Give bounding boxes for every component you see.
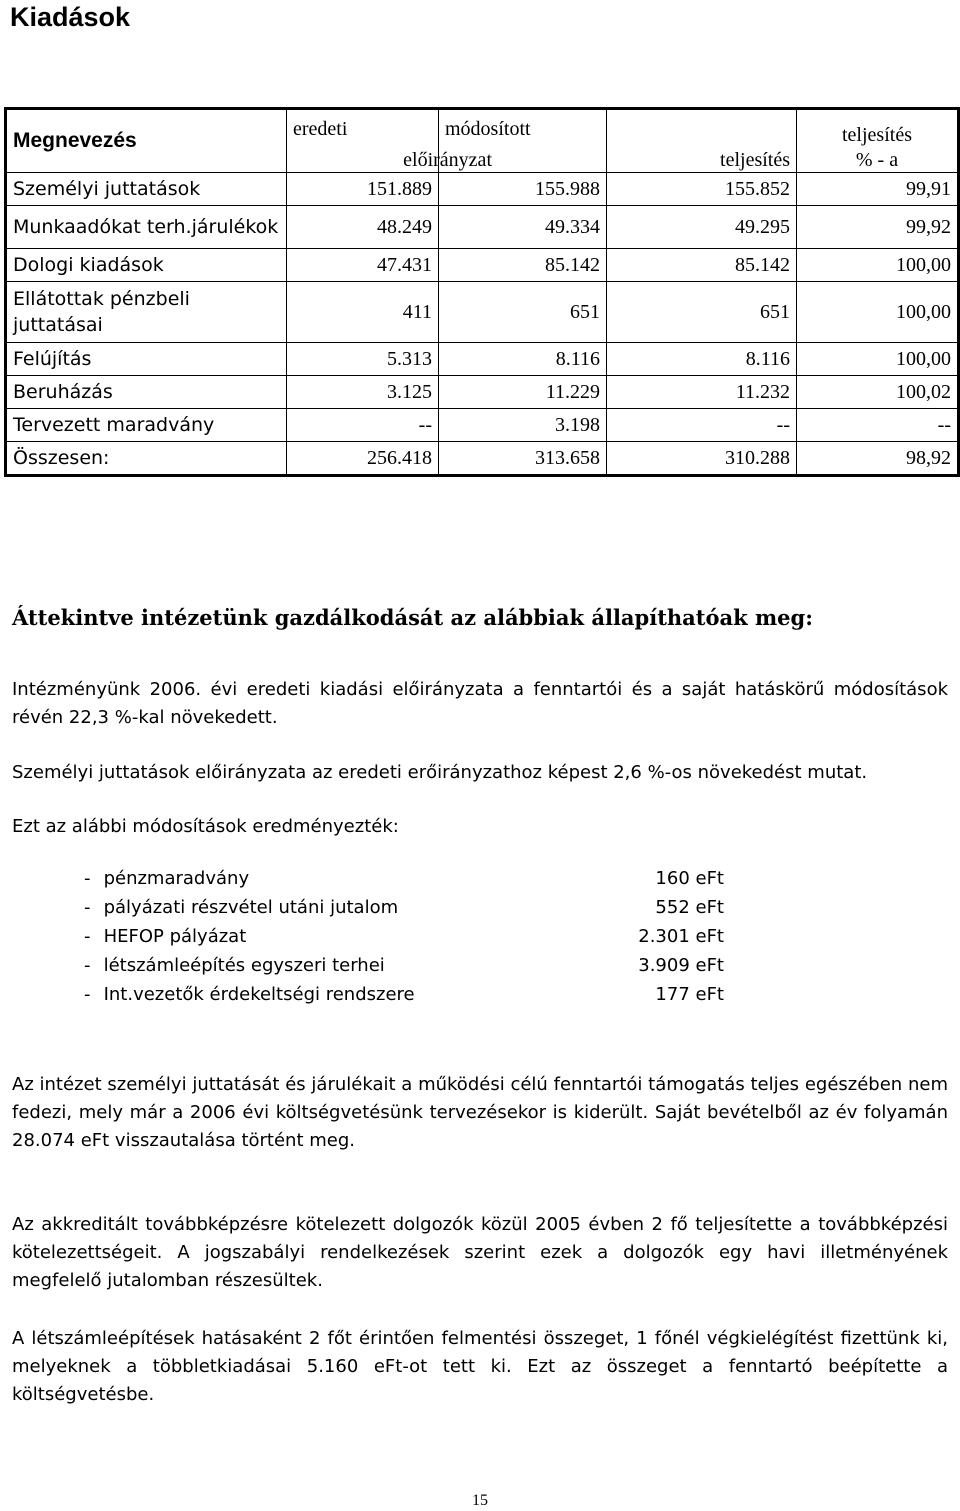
cell-modified: 155.988 xyxy=(439,173,607,206)
cell-modified: 49.334 xyxy=(439,206,607,249)
cell-original: 411 xyxy=(287,282,439,343)
cell-modified: 11.229 xyxy=(439,376,607,409)
list-item-amount: 3.909 eFt xyxy=(638,955,724,976)
cell-original: 3.125 xyxy=(287,376,439,409)
paragraph-layoffs: A létszámleépítések hatásaként 2 főt érintően felmentési összeget, 1 főnél végkielégítést fizettünk ki, melyeknek a többletkiadásai 5.160 eFt-ot tett ki. Ezt az összeget a fenntartó beépítette a költségvetésbe. xyxy=(12,1328,948,1405)
cell-fulfilled: 8.116 xyxy=(607,343,797,376)
row-label: Munkaadókat terh.járulékok xyxy=(6,206,287,249)
cell-original: 48.249 xyxy=(287,206,439,249)
row-label: Ellátottak pénzbeli juttatásai xyxy=(6,282,287,343)
cell-original: 47.431 xyxy=(287,249,439,282)
cell-fulfilled: 85.142 xyxy=(607,249,797,282)
table-row xyxy=(6,249,959,282)
cell-modified: 8.116 xyxy=(439,343,607,376)
cell-percent: 100,02 xyxy=(797,376,959,409)
header-original-label: eredeti xyxy=(293,118,348,140)
cell-fulfilled: 310.288 xyxy=(607,442,797,476)
header-percent-bottom: % - a xyxy=(855,149,899,171)
page-title: Kiadások xyxy=(10,2,131,32)
table-header-row xyxy=(6,109,959,173)
list-item-amount: 177 eFt xyxy=(655,984,724,1005)
header-appropriation-label: előirányzat xyxy=(403,149,492,171)
list-item xyxy=(84,893,724,922)
list-item xyxy=(84,951,724,980)
list-item-amount: 552 eFt xyxy=(655,897,724,918)
list-item xyxy=(84,922,724,951)
table-total-row xyxy=(6,442,959,476)
cell-modified: 3.198 xyxy=(439,409,607,442)
row-label: Személyi juttatások xyxy=(6,173,287,206)
row-label: Beruházás xyxy=(6,376,287,409)
list-item xyxy=(84,864,724,893)
cell-fulfilled: 49.295 xyxy=(607,206,797,249)
cell-original: 256.418 xyxy=(287,442,439,476)
modifications-list xyxy=(84,864,724,1009)
list-item-amount: 160 eFt xyxy=(655,868,724,889)
cell-percent: 99,91 xyxy=(797,173,959,206)
list-item-text: HEFOP pályázat xyxy=(103,926,247,947)
table-row xyxy=(6,409,959,442)
cell-fulfilled: 155.852 xyxy=(607,173,797,206)
paragraph-personal-payments: Személyi juttatások előirányzata az eredeti erőirányzathoz képest 2,6 %-os növekedést mutat. xyxy=(12,762,868,783)
table-row xyxy=(6,282,959,343)
list-item-text: pályázati részvétel utáni jutalom xyxy=(103,897,399,918)
cell-original: -- xyxy=(287,409,439,442)
row-label: Dologi kiadások xyxy=(6,249,287,282)
cell-percent: 99,92 xyxy=(797,206,959,249)
list-dash: - xyxy=(84,897,91,918)
cell-original: 151.889 xyxy=(287,173,439,206)
list-dash: - xyxy=(84,926,91,947)
list-item xyxy=(84,980,724,1009)
section-heading: Áttekintve intézetünk gazdálkodását az alábbiak állapíthatóak meg: xyxy=(12,605,813,630)
cell-fulfilled: 651 xyxy=(607,282,797,343)
table-row xyxy=(6,206,959,249)
page-number: 15 xyxy=(472,1492,488,1509)
table-row xyxy=(6,376,959,409)
cell-percent: 100,00 xyxy=(797,282,959,343)
paragraph-increase: Intézményünk 2006. évi eredeti kiadási előirányzata a fenntartói és a saját hatáskörű módosítások révén 22,3 %-kal növekedett. xyxy=(12,679,948,728)
cell-percent: -- xyxy=(797,409,959,442)
list-item-text: pénzmaradvány xyxy=(103,868,250,889)
header-percent-top: teljesítés xyxy=(842,124,912,146)
cell-percent: 100,00 xyxy=(797,249,959,282)
header-fulfillment: teljesítés xyxy=(607,109,797,173)
row-label: Tervezett maradvány xyxy=(6,409,287,442)
header-percent xyxy=(797,109,959,173)
list-item-amount: 2.301 eFt xyxy=(638,926,724,947)
cell-percent: 98,92 xyxy=(797,442,959,476)
table-row xyxy=(6,343,959,376)
list-dash: - xyxy=(84,984,91,1005)
cell-modified: 313.658 xyxy=(439,442,607,476)
paragraph-modifications-intro: Ezt az alábbi módosítások eredményezték: xyxy=(12,816,399,837)
table-row xyxy=(6,173,959,206)
cell-percent: 100,00 xyxy=(797,343,959,376)
expenses-table xyxy=(4,107,960,477)
cell-fulfilled: 11.232 xyxy=(607,376,797,409)
list-item-text: Int.vezetők érdekeltségi rendszere xyxy=(103,984,415,1005)
cell-modified: 85.142 xyxy=(439,249,607,282)
paragraph-funding: Az intézet személyi juttatását és járulékait a működési célú fenntartói támogatás teljes egészében nem fedezi, mely már a 2006 évi költségvetésünk tervezésekor is kiderült. Saját bevételből az év folyamán 28.074 eFt visszautalása történt meg. xyxy=(12,1074,948,1151)
list-dash: - xyxy=(84,868,91,889)
cell-modified: 651 xyxy=(439,282,607,343)
list-dash: - xyxy=(84,955,91,976)
list-item-text: létszámleépítés egyszeri terhei xyxy=(103,955,385,976)
header-modified-label: módosított xyxy=(445,118,531,140)
cell-fulfilled: -- xyxy=(607,409,797,442)
cell-original: 5.313 xyxy=(287,343,439,376)
header-name: Megnevezés xyxy=(6,109,287,173)
paragraph-training: Az akkreditált továbbképzésre kötelezett dolgozók közül 2005 évben 2 fő teljesítette a továbbképzési kötelezettségeit. A jogszabályi rendelkezések szerint ezek a dolgozók egy havi illetményének megfelelő jutalomban részesültek. xyxy=(12,1214,948,1291)
row-label: Összesen: xyxy=(6,442,287,476)
row-label: Felújítás xyxy=(6,343,287,376)
